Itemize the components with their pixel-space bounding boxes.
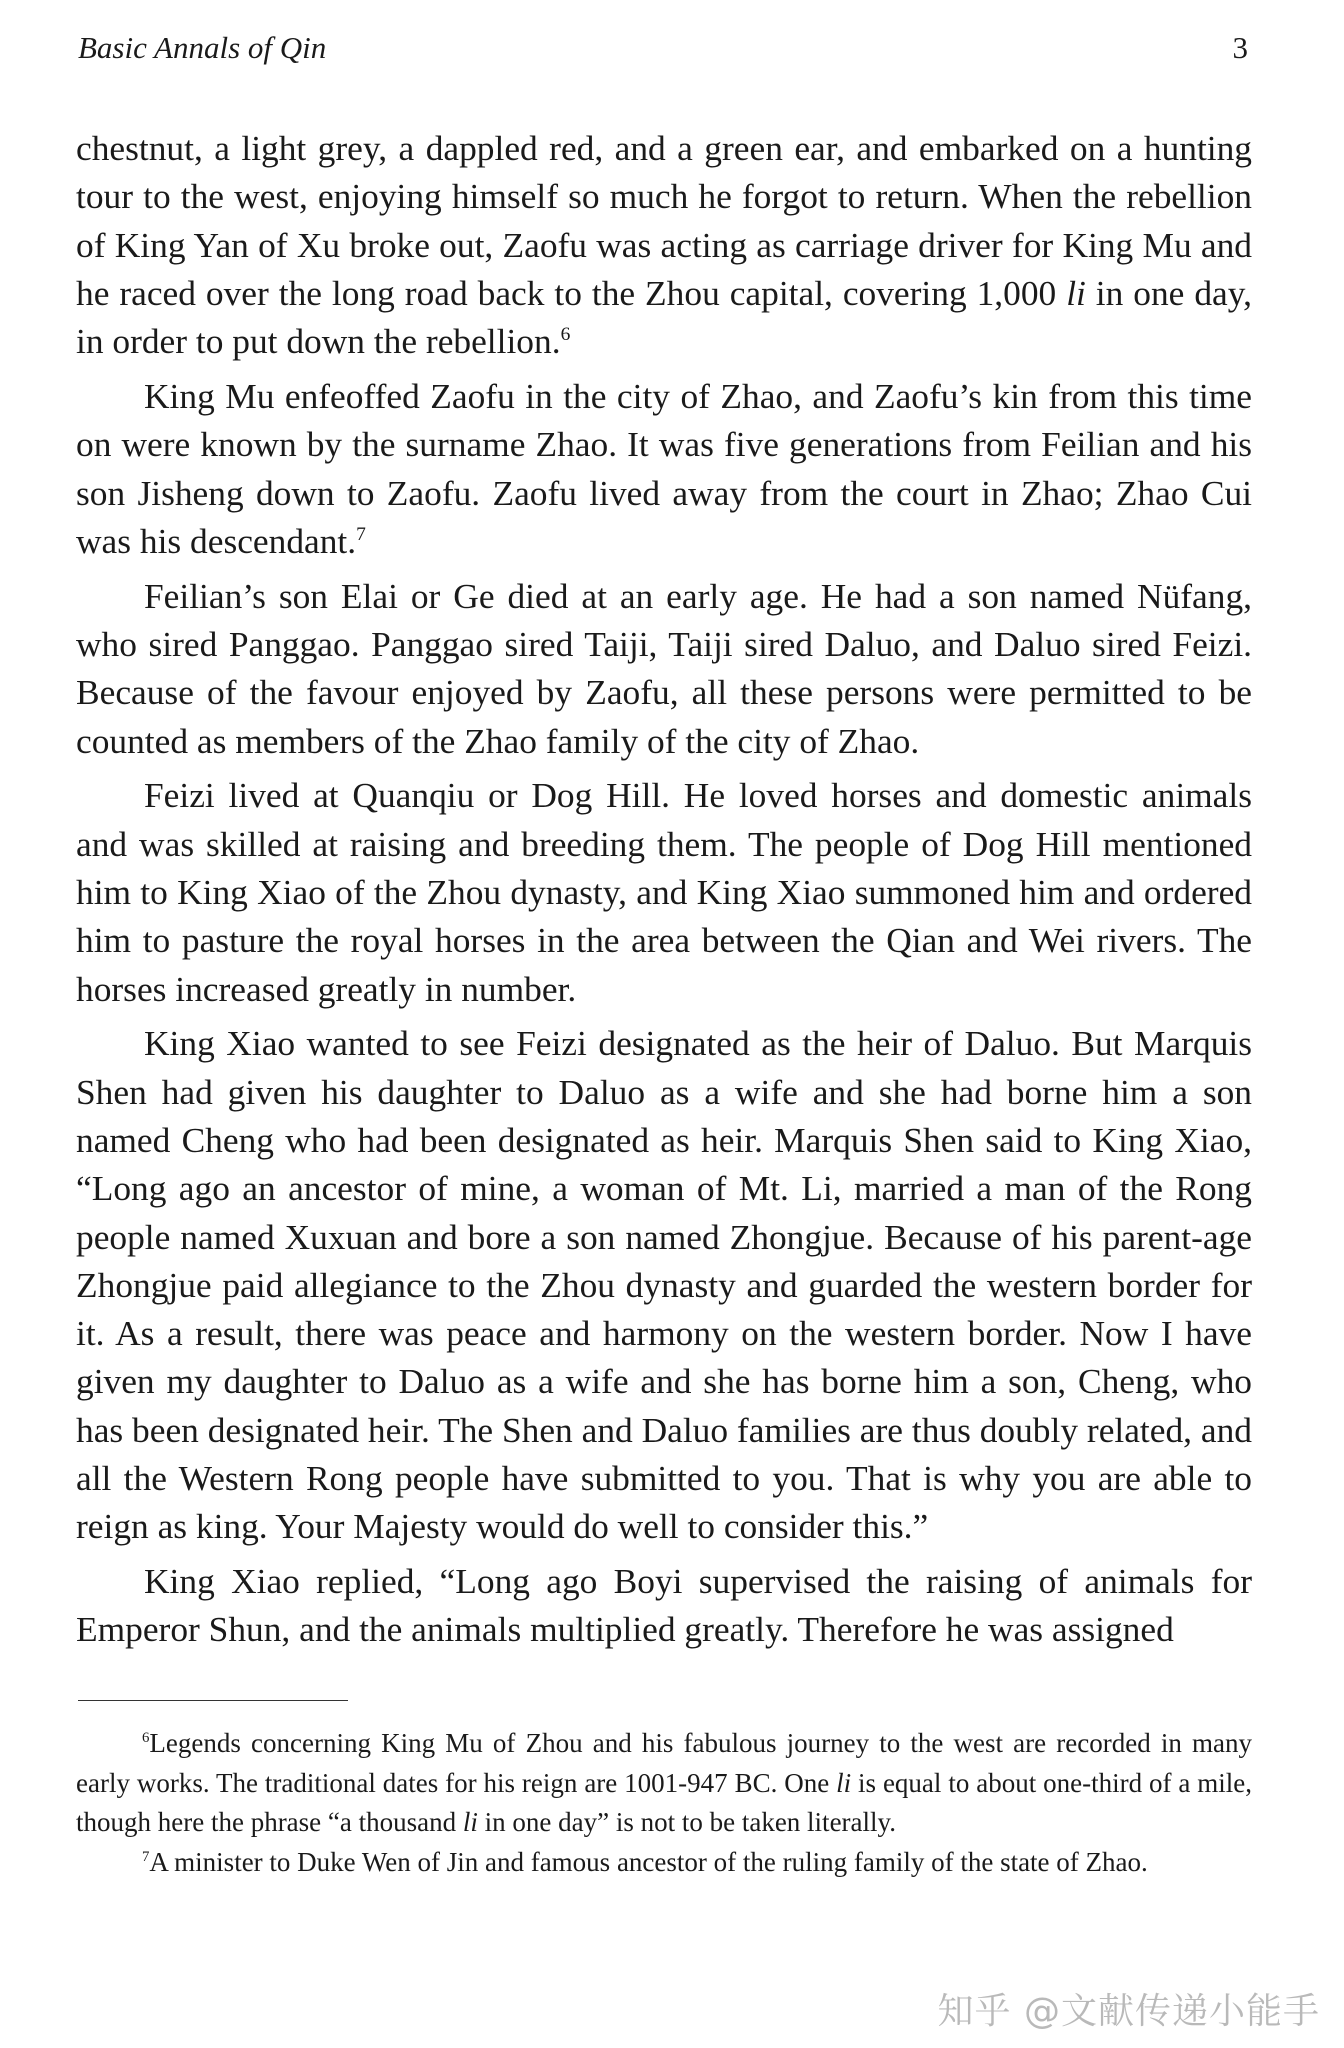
paragraph <box>76 771 1252 1012</box>
watermark-text: 知乎 @文献传递小能手 <box>937 1991 1320 2032</box>
footnote-marker: 7 <box>356 524 366 546</box>
italic-text: li <box>462 1807 478 1837</box>
text-run: A minister to Duke Wen of Jin and famous ancestor of the ruling family of the state of Zhao. <box>149 1846 1148 1877</box>
italic-text: li <box>1066 272 1086 313</box>
running-head <box>78 30 1248 74</box>
text-run: Feizi lived at Quanqiu or Dog Hill. He loved horses and domestic animals and was skilled at raising and breeding them. The people of Dog Hill mentioned him to King Xiao of the Zhou dynasty, and King Xiao summoned him and ordered him to pasture the royal horses in the area between the Qian and Wei rivers. The horses increased greatly in number. <box>76 775 1252 1009</box>
body-text <box>76 124 1252 1654</box>
text-run: is equal to about one-third of a mile, though here the phrase “a thousand <box>76 1767 1252 1837</box>
footnote-marker: 6 <box>142 1730 150 1746</box>
paragraph <box>76 1019 1252 1550</box>
watermark <box>938 1983 1320 2034</box>
footnote-marker: 7 <box>142 1848 150 1865</box>
text-run: Feilian’s son Elai or Ge died at an early age. He had a son named Nüfang, who sired Panggao. Panggao sired Taiji, Taiji sired Daluo, and Daluo sired Feizi. Because of the favour enjoyed by Zaofu, all these persons were permitted to be counted as members of the Zhao family of the city of Zhao. <box>76 575 1252 761</box>
footnote-divider <box>78 1700 348 1701</box>
text-run: Legends concerning King Mu of Zhou and his fabulous journey to the west are recorded in many early works. The traditional dates for his reign are 1001-947 BC. One <box>76 1728 1252 1798</box>
footnote-marker: 6 <box>560 324 571 346</box>
text-run: chestnut, a light grey, a dappled red, and a green ear, and embarked on a hunting tour to the west, enjoying himself so much he forgot to return. When the rebellion of King Yan of Xu broke out, Zaofu was acting as carriage driver for King Mu and he raced over the long road back to the Zhou capital, covering 1,000 <box>76 128 1252 313</box>
text-run: in one day” is not to be taken literally. <box>477 1807 897 1837</box>
running-title: Basic Annals of Qin <box>78 30 327 65</box>
footnote <box>76 1843 1252 1883</box>
paragraph <box>76 124 1252 365</box>
footnote <box>76 1724 1252 1843</box>
paragraph <box>76 572 1252 765</box>
footnotes <box>76 1724 1252 1882</box>
paragraph <box>76 372 1252 565</box>
page-number: 3 <box>1232 30 1248 65</box>
paragraph <box>76 1557 1252 1654</box>
italic-text: li <box>836 1767 852 1798</box>
text-run: King Mu enfeoffed Zaofu in the city of Zhao, and Zaofu’s kin from this time on were known by the surname Zhao. It was five generations from Feilian and his son Jisheng down to Zaofu. Zaofu lived away from the court in Zhao; Zhao Cui was his descendant. <box>76 375 1252 561</box>
text-run: in one day, in order to put down the rebellion. <box>76 272 1252 362</box>
text-run: King Xiao wanted to see Feizi designated as the heir of Daluo. But Marquis Shen had given his daughter to Daluo as a wife and she had borne him a son named Cheng who had been designated as heir. Marquis Shen said to King Xiao, “Long ago an ancestor of mine, a woman of Mt. Li, married a man of the Rong people named Xuxuan and bore a son named Zhongjue. Because of his parent-age Zhongjue paid allegiance to the Zhou dynasty and guarded the western border for it. As a result, there was peace and harmony on the western border. Now I have given my daughter to Daluo as a wife and she has borne him a son, Cheng, who has been designated heir. The Shen and Daluo families are thus doubly related, and all the Western Rong people have submitted to you. That is why you are able to reign as king. Your Majesty would do well to consider this.” <box>76 1023 1252 1547</box>
text-run: King Xiao replied, “Long ago Boyi supervised the raising of animals for Emperor Shun, and the animals multiplied greatly. Therefore he was assigned <box>76 1561 1252 1650</box>
